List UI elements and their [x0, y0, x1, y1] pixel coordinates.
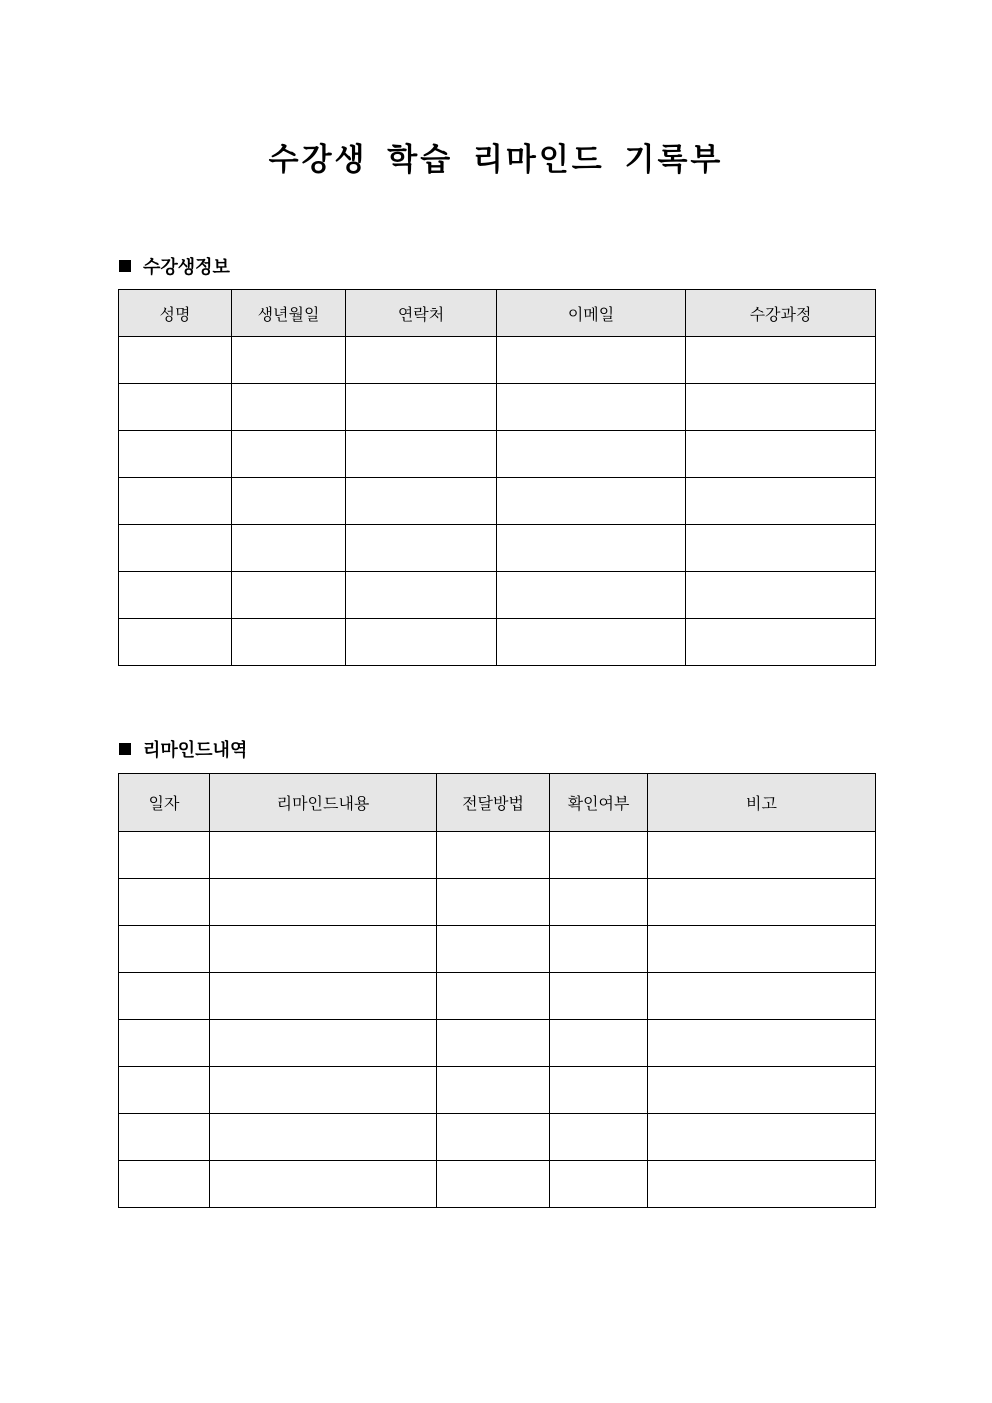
column-header-email: 이메일 — [497, 290, 686, 337]
email-cell[interactable] — [497, 525, 686, 572]
email-cell[interactable] — [497, 384, 686, 431]
name-cell[interactable] — [119, 525, 232, 572]
contact-cell[interactable] — [346, 431, 497, 478]
reminder-history-table — [118, 773, 876, 1208]
email-cell[interactable] — [497, 572, 686, 619]
confirmed-cell[interactable] — [550, 1067, 648, 1114]
confirmed-cell[interactable] — [550, 926, 648, 973]
delivery-method-cell[interactable] — [437, 1114, 550, 1161]
confirmed-cell[interactable] — [550, 879, 648, 926]
column-header-course: 수강과정 — [686, 290, 876, 337]
table-row — [119, 1020, 876, 1067]
birthdate-cell[interactable] — [232, 619, 346, 666]
date-cell[interactable] — [119, 1114, 210, 1161]
table-row — [119, 619, 876, 666]
document-title: 수강생 학습 리마인드 기록부 — [268, 142, 724, 178]
contact-cell[interactable] — [346, 572, 497, 619]
date-cell[interactable] — [119, 832, 210, 879]
date-cell[interactable] — [119, 1067, 210, 1114]
table-row — [119, 431, 876, 478]
confirmed-cell[interactable] — [550, 1114, 648, 1161]
name-cell[interactable] — [119, 337, 232, 384]
table-row — [119, 1161, 876, 1208]
birthdate-cell[interactable] — [232, 478, 346, 525]
table-row — [119, 1114, 876, 1161]
reminder-history-heading — [119, 736, 247, 762]
remarks-cell[interactable] — [648, 973, 876, 1020]
birthdate-cell[interactable] — [232, 384, 346, 431]
course-cell[interactable] — [686, 384, 876, 431]
table-row — [119, 337, 876, 384]
reminder-content-cell[interactable] — [210, 1020, 437, 1067]
name-cell[interactable] — [119, 572, 232, 619]
email-cell[interactable] — [497, 478, 686, 525]
reminder-header-row — [119, 774, 876, 832]
table-row — [119, 525, 876, 572]
reminder-content-cell[interactable] — [210, 879, 437, 926]
confirmed-cell[interactable] — [550, 1020, 648, 1067]
remarks-cell[interactable] — [648, 1020, 876, 1067]
delivery-method-cell[interactable] — [437, 832, 550, 879]
email-cell[interactable] — [497, 337, 686, 384]
course-cell[interactable] — [686, 478, 876, 525]
reminder-content-cell[interactable] — [210, 832, 437, 879]
birthdate-cell[interactable] — [232, 525, 346, 572]
table-row — [119, 926, 876, 973]
student-info-table — [118, 289, 876, 666]
date-cell[interactable] — [119, 926, 210, 973]
delivery-method-cell[interactable] — [437, 973, 550, 1020]
name-cell[interactable] — [119, 619, 232, 666]
remarks-cell[interactable] — [648, 1114, 876, 1161]
table-row — [119, 384, 876, 431]
course-cell[interactable] — [686, 431, 876, 478]
contact-cell[interactable] — [346, 384, 497, 431]
delivery-method-cell[interactable] — [437, 1161, 550, 1208]
reminder-content-cell[interactable] — [210, 973, 437, 1020]
remarks-cell[interactable] — [648, 832, 876, 879]
delivery-method-cell[interactable] — [437, 879, 550, 926]
confirmed-cell[interactable] — [550, 973, 648, 1020]
column-header-contact: 연락처 — [346, 290, 497, 337]
reminder-history-heading-label: 리마인드내역 — [143, 740, 248, 761]
birthdate-cell[interactable] — [232, 337, 346, 384]
reminder-content-cell[interactable] — [210, 1114, 437, 1161]
date-cell[interactable] — [119, 1020, 210, 1067]
name-cell[interactable] — [119, 431, 232, 478]
black-square-icon — [119, 743, 131, 755]
black-square-icon — [119, 260, 131, 272]
delivery-method-cell[interactable] — [437, 1067, 550, 1114]
confirmed-cell[interactable] — [550, 832, 648, 879]
column-header-reminder-content: 리마인드내용 — [210, 774, 437, 832]
student-info-heading — [119, 253, 230, 279]
email-cell[interactable] — [497, 619, 686, 666]
table-row — [119, 973, 876, 1020]
column-header-name: 성명 — [119, 290, 232, 337]
table-row — [119, 478, 876, 525]
course-cell[interactable] — [686, 619, 876, 666]
date-cell[interactable] — [119, 879, 210, 926]
column-header-delivery-method: 전달방법 — [437, 774, 550, 832]
email-cell[interactable] — [497, 431, 686, 478]
name-cell[interactable] — [119, 478, 232, 525]
column-header-remarks: 비고 — [648, 774, 876, 832]
reminder-content-cell[interactable] — [210, 926, 437, 973]
remarks-cell[interactable] — [648, 1067, 876, 1114]
name-cell[interactable] — [119, 384, 232, 431]
student-info-heading-label: 수강생정보 — [143, 257, 230, 278]
table-row — [119, 832, 876, 879]
delivery-method-cell[interactable] — [437, 1020, 550, 1067]
table-row — [119, 1067, 876, 1114]
column-header-birthdate: 생년월일 — [232, 290, 346, 337]
course-cell[interactable] — [686, 525, 876, 572]
reminder-content-cell[interactable] — [210, 1161, 437, 1208]
remarks-cell[interactable] — [648, 879, 876, 926]
table-row — [119, 572, 876, 619]
reminder-content-cell[interactable] — [210, 1067, 437, 1114]
birthdate-cell[interactable] — [232, 572, 346, 619]
contact-cell[interactable] — [346, 337, 497, 384]
delivery-method-cell[interactable] — [437, 926, 550, 973]
date-cell[interactable] — [119, 973, 210, 1020]
confirmed-cell[interactable] — [550, 1161, 648, 1208]
remarks-cell[interactable] — [648, 926, 876, 973]
contact-cell[interactable] — [346, 619, 497, 666]
contact-cell[interactable] — [346, 525, 497, 572]
column-header-confirmed: 확인여부 — [550, 774, 648, 832]
course-cell[interactable] — [686, 572, 876, 619]
contact-cell[interactable] — [346, 478, 497, 525]
course-cell[interactable] — [686, 337, 876, 384]
birthdate-cell[interactable] — [232, 431, 346, 478]
column-header-date: 일자 — [119, 774, 210, 832]
table-row — [119, 879, 876, 926]
student-info-header-row — [119, 290, 876, 337]
date-cell[interactable] — [119, 1161, 210, 1208]
remarks-cell[interactable] — [648, 1161, 876, 1208]
